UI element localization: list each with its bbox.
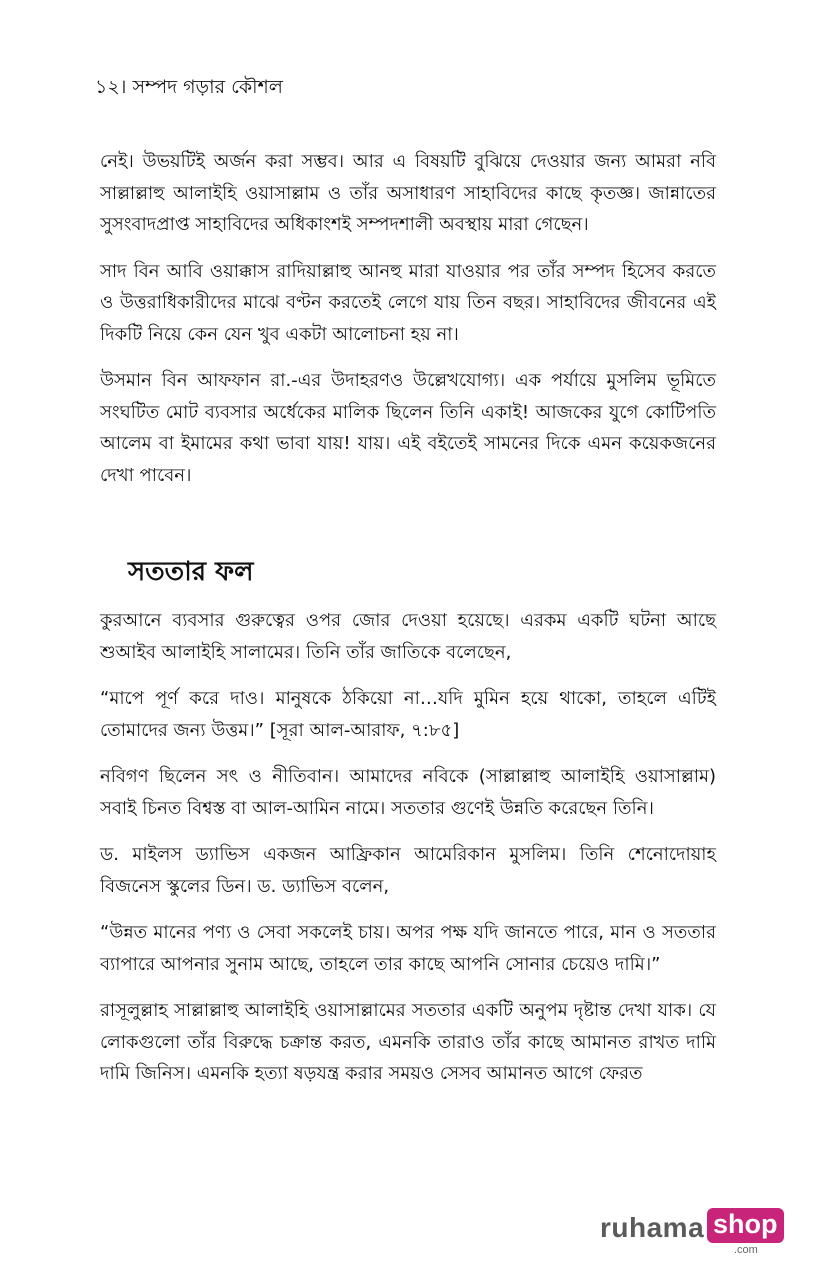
body-paragraph: উসমান বিন আফফান রা.-এর উদাহরণও উল্লেখযোগ্য। এক পর্যায়ে মুসলিম ভূমিতে সংঘটিত মোট ব্যবসার অর্ধেকের মালিক ছিলেন তিনি একাই! আজকের যুগে কোটিপতি আলেম বা ইমামের কথা ভাবা যায়! যায়। এই বইতেই সামনের দিকে এমন কয়েকজনের দেখা পাবেন। xyxy=(100,370,716,486)
quote-paragraph: “মাপে পূর্ণ করে দাও। মানুষকে ঠকিয়ো না…যদি মুমিন হয়ে থাকো, তাহলে এটিই তোমাদের জন্য উত্তম।” [সূরা আল-আরাফ, ৭:৮৫] xyxy=(100,688,716,741)
body-paragraph: কুরআনে ব্যবসার গুরুত্বের ওপর জোর দেওয়া হয়েছে। এরকম একটি ঘটনা আছে শুআইব আলাইহি সালামের। তিনি তাঁর জাতিকে বলেছেন, xyxy=(100,610,716,663)
running-header: ১২। সম্পদ গড়ার কৌশল xyxy=(95,76,283,98)
body-paragraph: নবিগণ ছিলেন সৎ ও নীতিবান। আমাদের নবিকে (সাল্লাল্লাহু আলাইহি ওয়াসাল্লাম) সবাই চিনত বিশ্বস্ত বা আল-আমিন নামে। সততার গুণেই উন্নতি করেছেন তিনি। xyxy=(100,766,716,819)
watermark-shop-badge: shop xyxy=(707,1208,784,1243)
body-paragraph: সাদ বিন আবি ওয়াক্কাস রাদিয়াল্লাহু আনহু মারা যাওয়ার পর তাঁর সম্পদ হিসেব করতে ও উত্তরাধিকারীদের মাঝে বণ্টন করতেই লেগে যায় তিন বছর। সাহাবিদের জীবনের এই দিকটি নিয়ে কেন যেন খুব একটা আলোচনা হয় না। xyxy=(100,260,716,345)
body-paragraph: রাসূলুল্লাহ সাল্লাল্লাহু আলাইহি ওয়াসাল্লামের সততার একটি অনুপম দৃষ্টান্ত দেখা যাক। যে লোকগুলো তাঁর বিরুদ্ধে চক্রান্ত করত, এমনকি তারাও তাঁর কাছে আমানত রাখত দামি দামি জিনিস। এমনকি হত্যা ষড়যন্ত্র করার সময়ও সেসব আমানত আগে ফেরত xyxy=(100,1000,716,1084)
section-heading: সততার ফল xyxy=(128,557,254,587)
watermark-ruhama-text: ruhama xyxy=(600,1212,705,1243)
watermark-com-text: .com xyxy=(734,1244,758,1256)
watermark-logo xyxy=(600,1208,780,1256)
body-paragraph: ড. মাইলস ড্যাভিস একজন আফ্রিকান আমেরিকান মুসলিম। তিনি শেনোদোয়াহ বিজনেস স্কুলের ডিন। ড. ড্যাভিস বলেন, xyxy=(100,844,716,897)
page-body xyxy=(100,146,716,1105)
quote-paragraph: “উন্নত মানের পণ্য ও সেবা সকলেই চায়। অপর পক্ষ যদি জানতে পারে, মান ও সততার ব্যাপারে আপনার সুনাম আছে, তাহলে তার কাছে আপনি সোনার চেয়েও দামি।” xyxy=(100,922,716,975)
body-paragraph: নেই। উভয়টিই অর্জন করা সম্ভব। আর এ বিষয়টি বুঝিয়ে দেওয়ার জন্য আমরা নবি সাল্লাল্লাহু আলাইহি ওয়াসাল্লাম ও তাঁর অসাধারণ সাহাবিদের কাছে কৃতজ্ঞ। জান্নাতের সুসংবাদপ্রাপ্ত সাহাবিদের অধিকাংশই সম্পদশালী অবস্থায় মারা গেছেন। xyxy=(100,151,716,235)
